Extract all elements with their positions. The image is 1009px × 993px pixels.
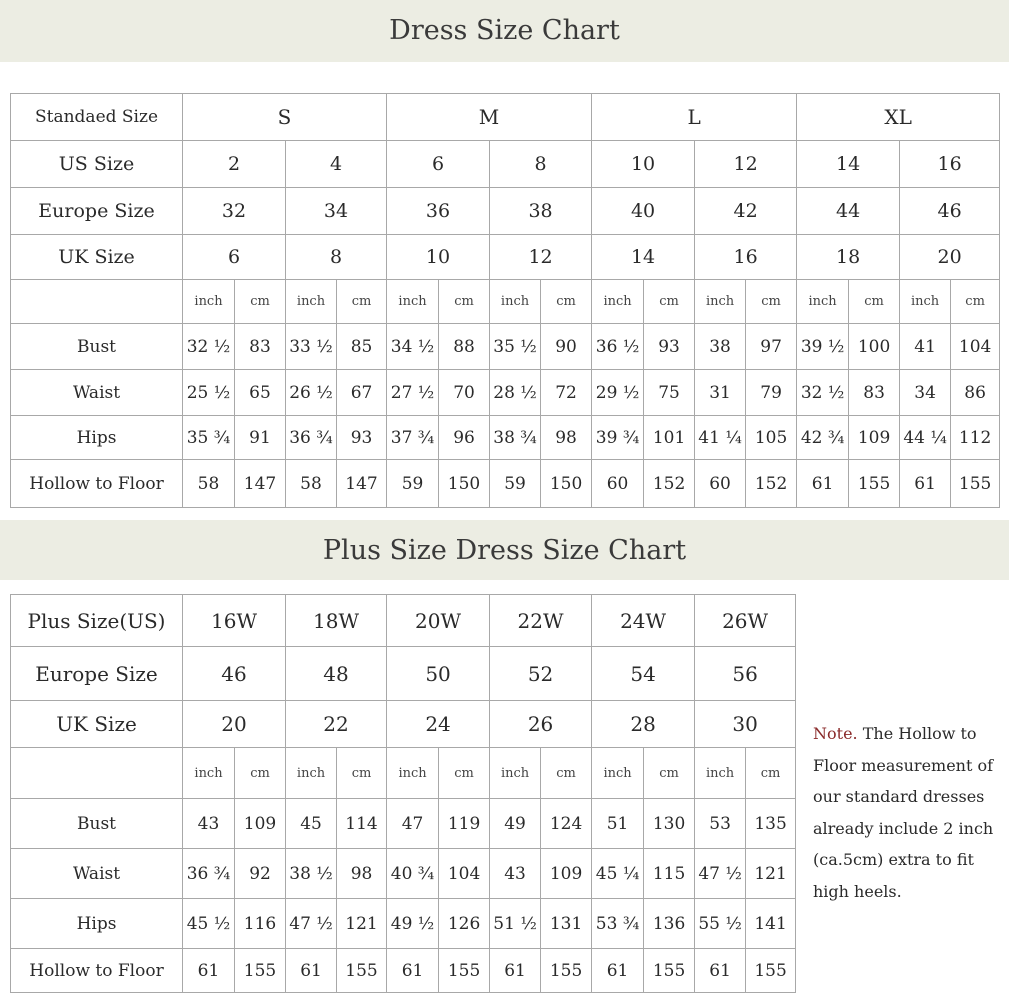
unit-inch: inch xyxy=(286,280,337,324)
bust-cm-value: 135 xyxy=(746,799,796,849)
hips-inch-value: 36 ¾ xyxy=(286,416,337,460)
unit-inch: inch xyxy=(695,748,746,799)
waist-inch-value: 25 ½ xyxy=(183,370,235,416)
bust-inch-value: 47 xyxy=(387,799,439,849)
hips-inch-value: 49 ½ xyxy=(387,899,439,949)
hips-inch-value: 47 ½ xyxy=(286,899,337,949)
note-label: Note. xyxy=(813,724,858,743)
unit-cm: cm xyxy=(337,748,387,799)
europe-size-value: 40 xyxy=(592,188,695,235)
unit-inch: inch xyxy=(387,280,439,324)
waist-label: Waist xyxy=(11,370,183,416)
europe-size-value: 42 xyxy=(695,188,797,235)
uk-size-value: 20 xyxy=(183,701,286,748)
unit-cm: cm xyxy=(541,748,592,799)
bust-cm-value: 90 xyxy=(541,324,592,370)
unit-inch: inch xyxy=(592,748,644,799)
waist-cm-value: 75 xyxy=(644,370,695,416)
unit-cm: cm xyxy=(337,280,387,324)
waist-cm-value: 83 xyxy=(849,370,900,416)
europe-size-value: 48 xyxy=(286,647,387,701)
europe-size-value: 34 xyxy=(286,188,387,235)
hollow-inch-value: 61 xyxy=(695,949,746,993)
unit-inch: inch xyxy=(900,280,951,324)
bust-inch-value: 43 xyxy=(183,799,235,849)
hips-inch-value: 44 ¼ xyxy=(900,416,951,460)
bust-inch-value: 41 xyxy=(900,324,951,370)
us-size-label: US Size xyxy=(11,141,183,188)
hollow-cm-value: 155 xyxy=(746,949,796,993)
hollow-inch-value: 60 xyxy=(695,460,746,508)
europe-size-value: 56 xyxy=(695,647,796,701)
unit-cm: cm xyxy=(746,280,797,324)
hollow-cm-value: 152 xyxy=(746,460,797,508)
waist-inch-value: 26 ½ xyxy=(286,370,337,416)
bust-inch-value: 45 xyxy=(286,799,337,849)
uk-size-value: 22 xyxy=(286,701,387,748)
waist-cm-value: 104 xyxy=(439,849,490,899)
bust-cm-value: 104 xyxy=(951,324,1000,370)
bust-cm-value: 119 xyxy=(439,799,490,849)
waist-cm-value: 109 xyxy=(541,849,592,899)
waist-cm-value: 67 xyxy=(337,370,387,416)
waist-cm-value: 92 xyxy=(235,849,286,899)
unit-cm: cm xyxy=(849,280,900,324)
plus-size-label: Plus Size(US) xyxy=(11,595,183,647)
hips-inch-value: 37 ¾ xyxy=(387,416,439,460)
bust-cm-value: 124 xyxy=(541,799,592,849)
unit-cm: cm xyxy=(644,748,695,799)
bust-inch-value: 35 ½ xyxy=(490,324,541,370)
hips-cm-value: 105 xyxy=(746,416,797,460)
bust-inch-value: 51 xyxy=(592,799,644,849)
note xyxy=(813,718,1003,907)
bust-inch-value: 33 ½ xyxy=(286,324,337,370)
hollow-inch-value: 61 xyxy=(286,949,337,993)
waist-inch-value: 38 ½ xyxy=(286,849,337,899)
hollow-cm-value: 147 xyxy=(235,460,286,508)
us-size-value: 8 xyxy=(490,141,592,188)
hollow-cm-value: 155 xyxy=(541,949,592,993)
waist-cm-value: 72 xyxy=(541,370,592,416)
unit-cm: cm xyxy=(644,280,695,324)
unit-inch: inch xyxy=(387,748,439,799)
hollow-cm-value: 155 xyxy=(235,949,286,993)
bust-inch-value: 53 xyxy=(695,799,746,849)
uk-size-value: 30 xyxy=(695,701,796,748)
uk-size-value: 20 xyxy=(900,235,1000,280)
bust-cm-value: 130 xyxy=(644,799,695,849)
hollow-inch-value: 59 xyxy=(387,460,439,508)
waist-inch-value: 27 ½ xyxy=(387,370,439,416)
hollow-cm-value: 150 xyxy=(439,460,490,508)
europe-size-value: 32 xyxy=(183,188,286,235)
bust-inch-value: 49 xyxy=(490,799,541,849)
bust-cm-value: 85 xyxy=(337,324,387,370)
plus-uk-size-label: UK Size xyxy=(11,701,183,748)
bust-cm-value: 114 xyxy=(337,799,387,849)
unit-cm: cm xyxy=(439,748,490,799)
europe-size-value: 50 xyxy=(387,647,490,701)
waist-inch-value: 45 ¼ xyxy=(592,849,644,899)
note-text: The Hollow to Floor measurement of our standard dresses already include 2 inch (ca.5cm) extra to fit high heels. xyxy=(813,724,994,901)
hollow-inch-value: 61 xyxy=(183,949,235,993)
hollow-inch-value: 58 xyxy=(183,460,235,508)
waist-cm-value: 98 xyxy=(337,849,387,899)
hips-cm-value: 131 xyxy=(541,899,592,949)
hollow-cm-value: 155 xyxy=(951,460,1000,508)
hollow-cm-value: 155 xyxy=(644,949,695,993)
plus-hollow-to-floor-label: Hollow to Floor xyxy=(11,949,183,993)
unit-inch: inch xyxy=(490,280,541,324)
waist-inch-value: 29 ½ xyxy=(592,370,644,416)
plus-size-table xyxy=(10,594,796,993)
plus-europe-size-label: Europe Size xyxy=(11,647,183,701)
hips-cm-value: 136 xyxy=(644,899,695,949)
bust-inch-value: 38 xyxy=(695,324,746,370)
hips-cm-value: 141 xyxy=(746,899,796,949)
uk-size-value: 8 xyxy=(286,235,387,280)
hollow-cm-value: 150 xyxy=(541,460,592,508)
europe-size-value: 36 xyxy=(387,188,490,235)
hollow-inch-value: 61 xyxy=(387,949,439,993)
unit-inch: inch xyxy=(695,280,746,324)
uk-size-value: 18 xyxy=(797,235,900,280)
hips-cm-value: 96 xyxy=(439,416,490,460)
hips-inch-value: 41 ¼ xyxy=(695,416,746,460)
uk-size-label: UK Size xyxy=(11,235,183,280)
waist-inch-value: 40 ¾ xyxy=(387,849,439,899)
unit-cm: cm xyxy=(235,280,286,324)
hollow-inch-value: 61 xyxy=(900,460,951,508)
uk-size-value: 10 xyxy=(387,235,490,280)
hips-inch-value: 45 ½ xyxy=(183,899,235,949)
uk-size-value: 14 xyxy=(592,235,695,280)
us-size-value: 16 xyxy=(900,141,1000,188)
waist-inch-value: 36 ¾ xyxy=(183,849,235,899)
hips-cm-value: 91 xyxy=(235,416,286,460)
bust-inch-value: 39 ½ xyxy=(797,324,849,370)
hollow-cm-value: 155 xyxy=(849,460,900,508)
unit-inch: inch xyxy=(183,280,235,324)
plus-chart-title: Plus Size Dress Size Chart xyxy=(0,520,1009,580)
waist-cm-value: 115 xyxy=(644,849,695,899)
hollow-cm-value: 155 xyxy=(337,949,387,993)
us-size-value: 14 xyxy=(797,141,900,188)
hips-inch-value: 39 ¾ xyxy=(592,416,644,460)
hips-inch-value: 53 ¾ xyxy=(592,899,644,949)
size-xl: XL xyxy=(797,94,1000,141)
bust-label: Bust xyxy=(11,324,183,370)
hips-cm-value: 101 xyxy=(644,416,695,460)
standard-chart-title: Dress Size Chart xyxy=(0,0,1009,62)
size-m: M xyxy=(387,94,592,141)
europe-size-value: 44 xyxy=(797,188,900,235)
bust-cm-value: 109 xyxy=(235,799,286,849)
waist-inch-value: 31 xyxy=(695,370,746,416)
plus-waist-label: Waist xyxy=(11,849,183,899)
us-size-value: 4 xyxy=(286,141,387,188)
unit-inch: inch xyxy=(797,280,849,324)
unit-label-empty xyxy=(11,280,183,324)
waist-inch-value: 34 xyxy=(900,370,951,416)
hips-inch-value: 35 ¾ xyxy=(183,416,235,460)
unit-cm: cm xyxy=(439,280,490,324)
uk-size-value: 28 xyxy=(592,701,695,748)
us-size-value: 26W xyxy=(695,595,796,647)
uk-size-value: 24 xyxy=(387,701,490,748)
hips-cm-value: 93 xyxy=(337,416,387,460)
waist-inch-value: 28 ½ xyxy=(490,370,541,416)
size-s: S xyxy=(183,94,387,141)
standard-size-table xyxy=(10,93,1000,508)
unit-inch: inch xyxy=(490,748,541,799)
bust-inch-value: 36 ½ xyxy=(592,324,644,370)
hollow-inch-value: 61 xyxy=(592,949,644,993)
uk-size-value: 16 xyxy=(695,235,797,280)
us-size-value: 12 xyxy=(695,141,797,188)
bust-cm-value: 83 xyxy=(235,324,286,370)
us-size-value: 10 xyxy=(592,141,695,188)
unit-cm: cm xyxy=(951,280,1000,324)
plus-hips-label: Hips xyxy=(11,899,183,949)
europe-size-value: 38 xyxy=(490,188,592,235)
hollow-inch-value: 59 xyxy=(490,460,541,508)
us-size-value: 18W xyxy=(286,595,387,647)
us-size-value: 16W xyxy=(183,595,286,647)
waist-cm-value: 79 xyxy=(746,370,797,416)
waist-cm-value: 65 xyxy=(235,370,286,416)
hollow-cm-value: 147 xyxy=(337,460,387,508)
bust-inch-value: 32 ½ xyxy=(183,324,235,370)
us-size-value: 2 xyxy=(183,141,286,188)
unit-cm: cm xyxy=(235,748,286,799)
hips-cm-value: 126 xyxy=(439,899,490,949)
standard-size-label: Standaed Size xyxy=(11,94,183,141)
bust-cm-value: 93 xyxy=(644,324,695,370)
waist-inch-value: 32 ½ xyxy=(797,370,849,416)
hips-inch-value: 51 ½ xyxy=(490,899,541,949)
uk-size-value: 26 xyxy=(490,701,592,748)
hollow-inch-value: 61 xyxy=(490,949,541,993)
hips-inch-value: 42 ¾ xyxy=(797,416,849,460)
europe-size-value: 54 xyxy=(592,647,695,701)
hollow-inch-value: 61 xyxy=(797,460,849,508)
unit-inch: inch xyxy=(286,748,337,799)
hips-inch-value: 38 ¾ xyxy=(490,416,541,460)
bust-cm-value: 100 xyxy=(849,324,900,370)
unit-inch: inch xyxy=(592,280,644,324)
hips-cm-value: 109 xyxy=(849,416,900,460)
size-l: L xyxy=(592,94,797,141)
uk-size-value: 12 xyxy=(490,235,592,280)
hips-inch-value: 55 ½ xyxy=(695,899,746,949)
hips-cm-value: 116 xyxy=(235,899,286,949)
europe-size-value: 52 xyxy=(490,647,592,701)
bust-cm-value: 88 xyxy=(439,324,490,370)
hips-cm-value: 112 xyxy=(951,416,1000,460)
us-size-value: 24W xyxy=(592,595,695,647)
hips-cm-value: 121 xyxy=(337,899,387,949)
hips-label: Hips xyxy=(11,416,183,460)
unit-cm: cm xyxy=(746,748,796,799)
hollow-cm-value: 155 xyxy=(439,949,490,993)
hollow-inch-value: 58 xyxy=(286,460,337,508)
bust-cm-value: 97 xyxy=(746,324,797,370)
europe-size-label: Europe Size xyxy=(11,188,183,235)
waist-cm-value: 86 xyxy=(951,370,1000,416)
us-size-value: 6 xyxy=(387,141,490,188)
hips-cm-value: 98 xyxy=(541,416,592,460)
waist-inch-value: 47 ½ xyxy=(695,849,746,899)
bust-inch-value: 34 ½ xyxy=(387,324,439,370)
hollow-cm-value: 152 xyxy=(644,460,695,508)
us-size-value: 22W xyxy=(490,595,592,647)
plus-unit-label-empty xyxy=(11,748,183,799)
waist-inch-value: 43 xyxy=(490,849,541,899)
uk-size-value: 6 xyxy=(183,235,286,280)
europe-size-value: 46 xyxy=(183,647,286,701)
unit-inch: inch xyxy=(183,748,235,799)
us-size-value: 20W xyxy=(387,595,490,647)
waist-cm-value: 121 xyxy=(746,849,796,899)
waist-cm-value: 70 xyxy=(439,370,490,416)
plus-bust-label: Bust xyxy=(11,799,183,849)
hollow-to-floor-label: Hollow to Floor xyxy=(11,460,183,508)
hollow-inch-value: 60 xyxy=(592,460,644,508)
unit-cm: cm xyxy=(541,280,592,324)
europe-size-value: 46 xyxy=(900,188,1000,235)
